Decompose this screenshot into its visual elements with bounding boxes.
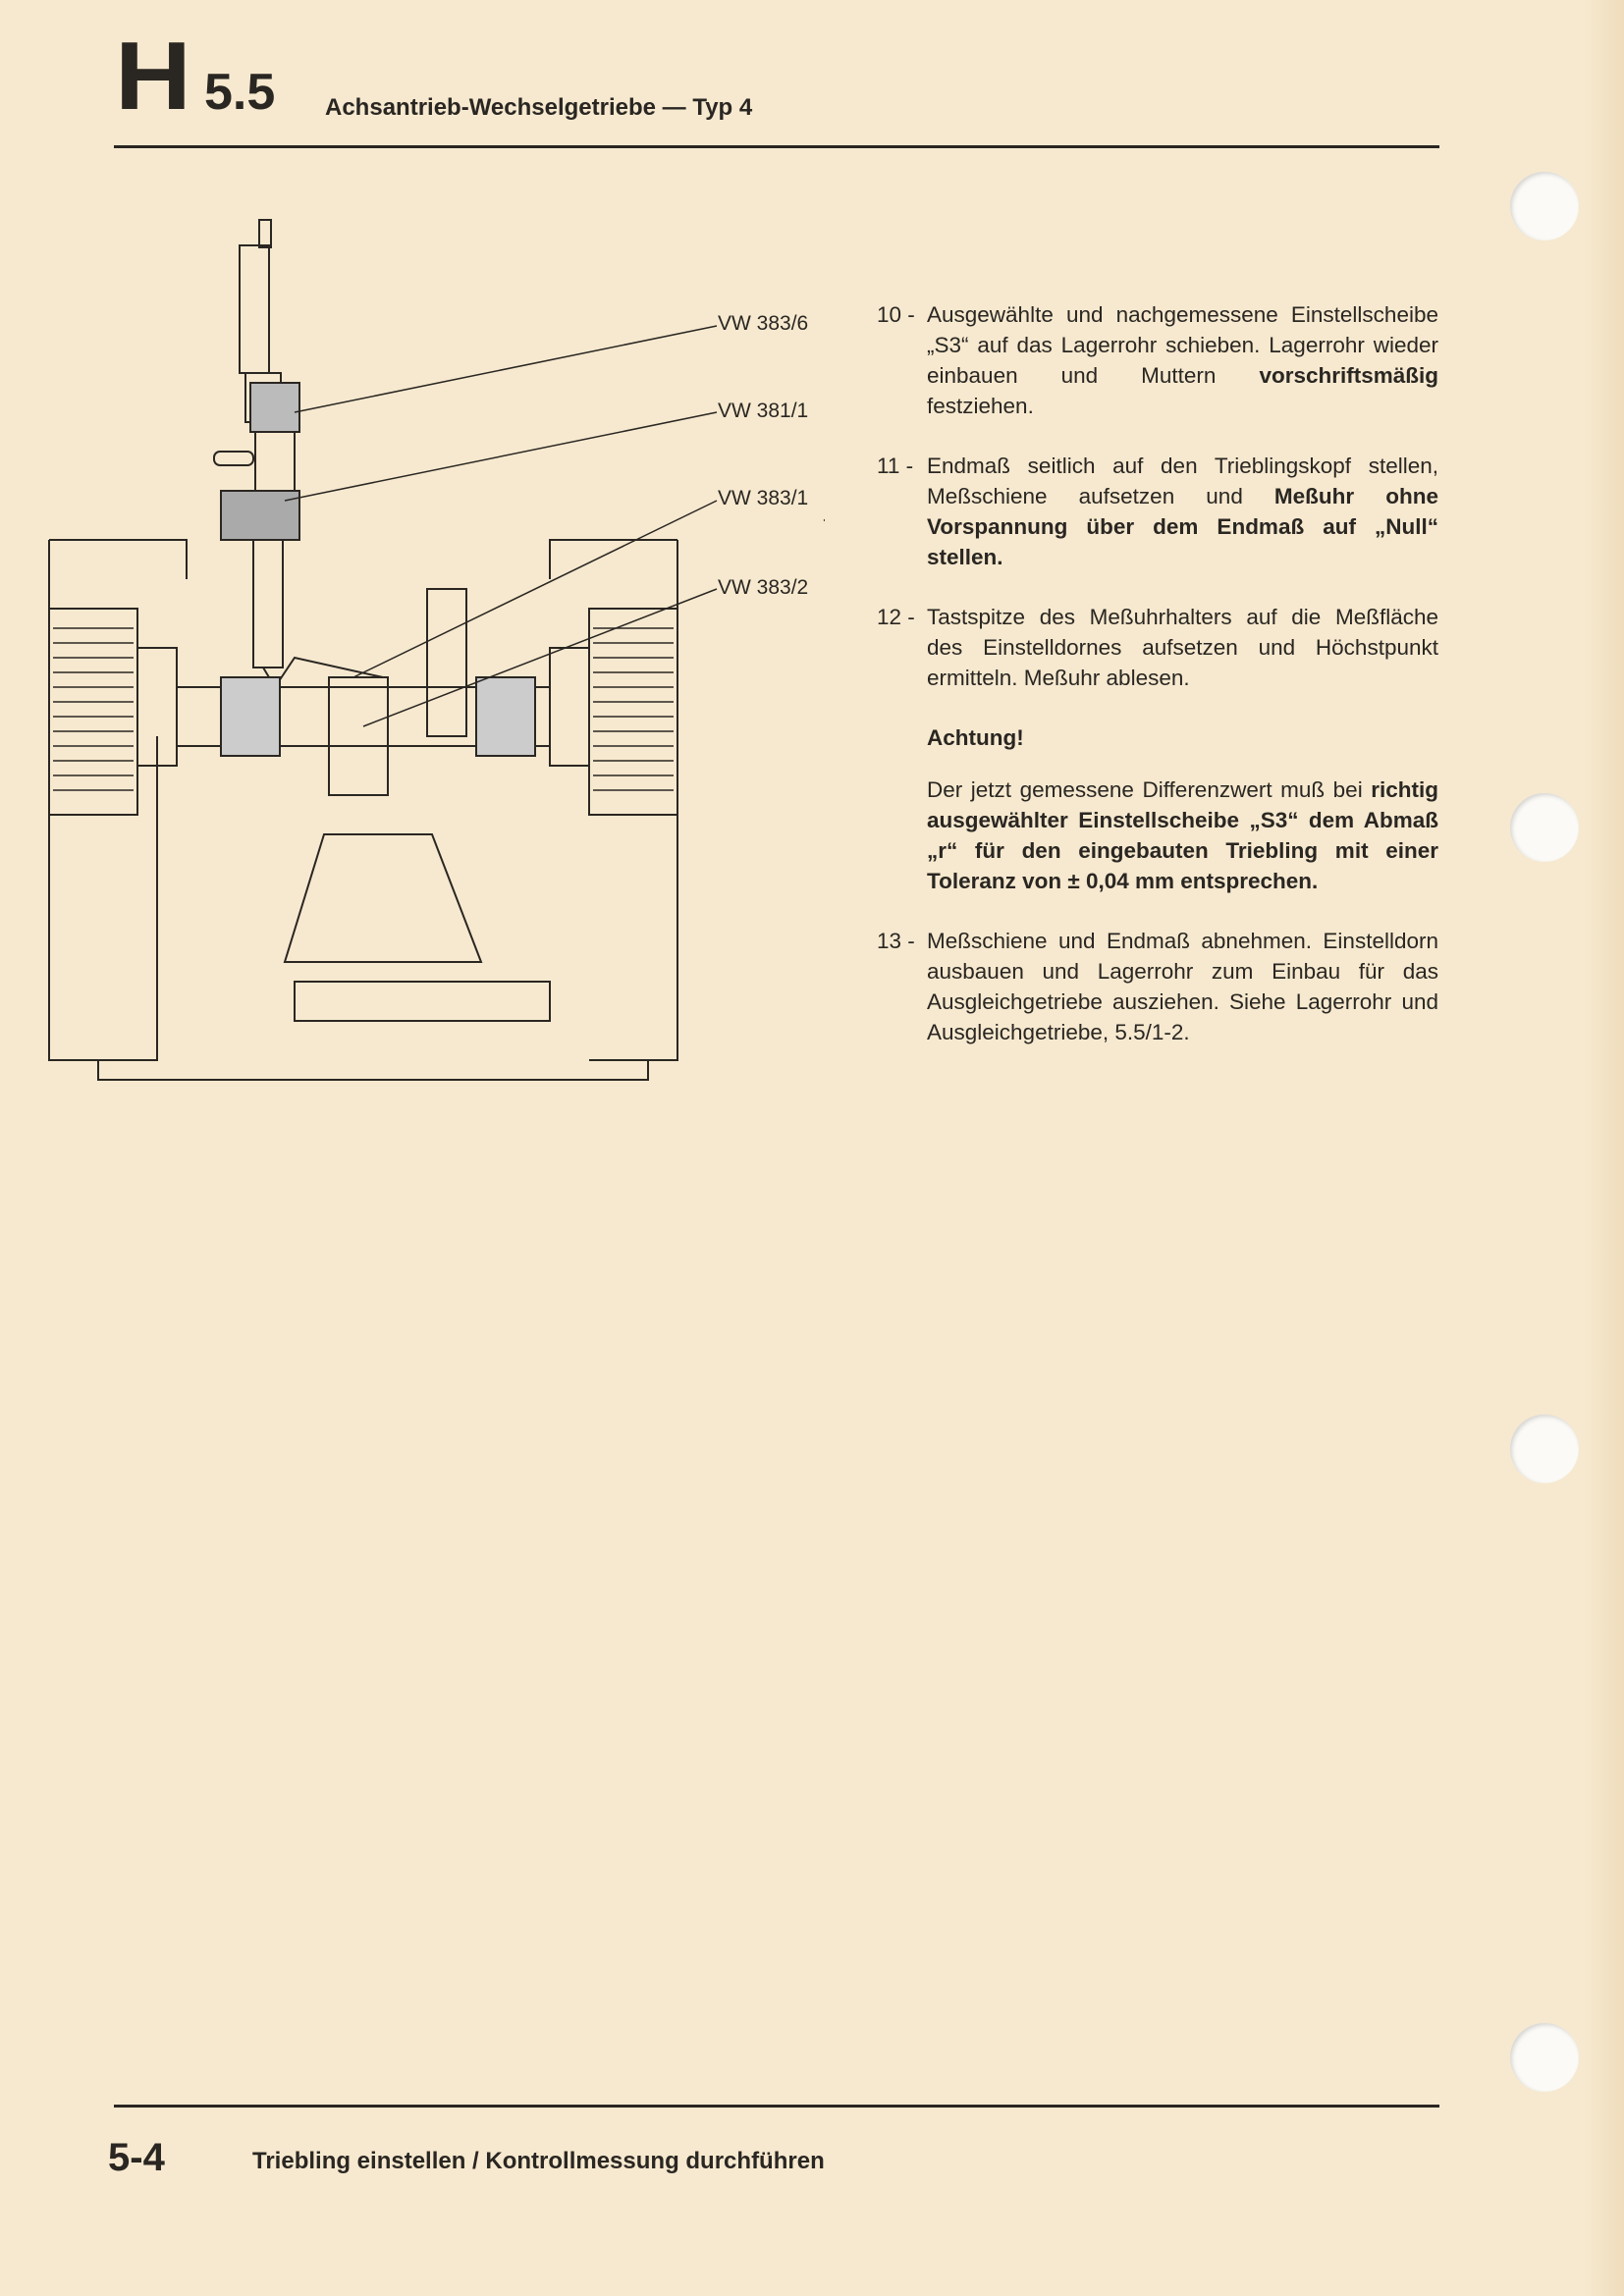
- punch-hole: [1510, 793, 1579, 862]
- header-rule: [114, 145, 1439, 148]
- technical-drawing: [39, 206, 825, 1090]
- footer-rule: [114, 2105, 1439, 2108]
- step-number: 10 -: [877, 302, 915, 327]
- step-emphasis: vorschriftsmäßig: [1259, 363, 1438, 388]
- section-number: 5.5: [204, 64, 276, 121]
- step-emphasis: Meßuhr ohne Vorspannung über dem Endmaß auf „Null“ stellen.: [927, 484, 1438, 569]
- callout-vw-383-6: VW 383/6: [718, 312, 809, 335]
- step-13: [877, 926, 1438, 1047]
- warning-note: [927, 722, 1438, 896]
- warning-heading: Achtung!: [927, 725, 1024, 750]
- step-text: Ausgewählte und nachgemessene Einstellscheibe „S3“ auf das Lagerrohr schieben. Lagerrohr wieder einbauen und Muttern: [927, 302, 1438, 388]
- warning-text: Der jetzt gemessene Differenzwert muß bei: [927, 777, 1372, 802]
- step-number: 11 -: [877, 454, 914, 478]
- step-number: 13 -: [877, 929, 915, 953]
- warning-emphasis: richtig ausgewählter Einstellscheibe „S3“ dem Abmaß „r“ für den eingebauten Triebling mit einer Toleranz von ± 0,04 mm entsprechen.: [927, 777, 1438, 893]
- footer-title: Triebling einstellen / Kontrollmessung durchführen: [252, 2148, 825, 2174]
- page-number: 5-4: [108, 2136, 165, 2179]
- step-number: 12 -: [877, 605, 915, 629]
- step-11: [877, 451, 1438, 572]
- punch-hole: [1510, 2023, 1579, 2092]
- step-text: Tastspitze des Meßuhrhalters auf die Meßfläche des Einstelldornes aufsetzen und Höchstpunkt ermitteln. Meßuhr ablesen.: [927, 605, 1438, 690]
- punch-hole: [1510, 172, 1579, 240]
- section-letter: H: [115, 22, 191, 130]
- callout-vw-381-1: VW 381/1: [718, 400, 809, 422]
- step-text-end: festziehen.: [927, 394, 1034, 418]
- step-12: [877, 602, 1438, 693]
- instruction-steps: [877, 299, 1438, 1077]
- callout-vw-383-1: VW 383/1: [718, 487, 809, 509]
- step-10: [877, 299, 1438, 421]
- punch-hole: [1510, 1415, 1579, 1483]
- step-text: Endmaß seitlich auf den Trieblingskopf stellen, Meßschiene aufsetzen und: [927, 454, 1438, 508]
- step-text: Meßschiene und Endmaß abnehmen. Einstelldorn ausbauen und Lagerrohr zum Einbau für das Ausgleichgetriebe ausziehen. Siehe Lagerrohr und Ausgleichgetriebe, 5.5/1-2.: [927, 929, 1438, 1044]
- page-title: Achsantrieb-Wechselgetriebe — Typ 4: [325, 94, 753, 121]
- page-edge: [1585, 0, 1624, 2296]
- callout-vw-383-2: VW 383/2: [718, 576, 809, 599]
